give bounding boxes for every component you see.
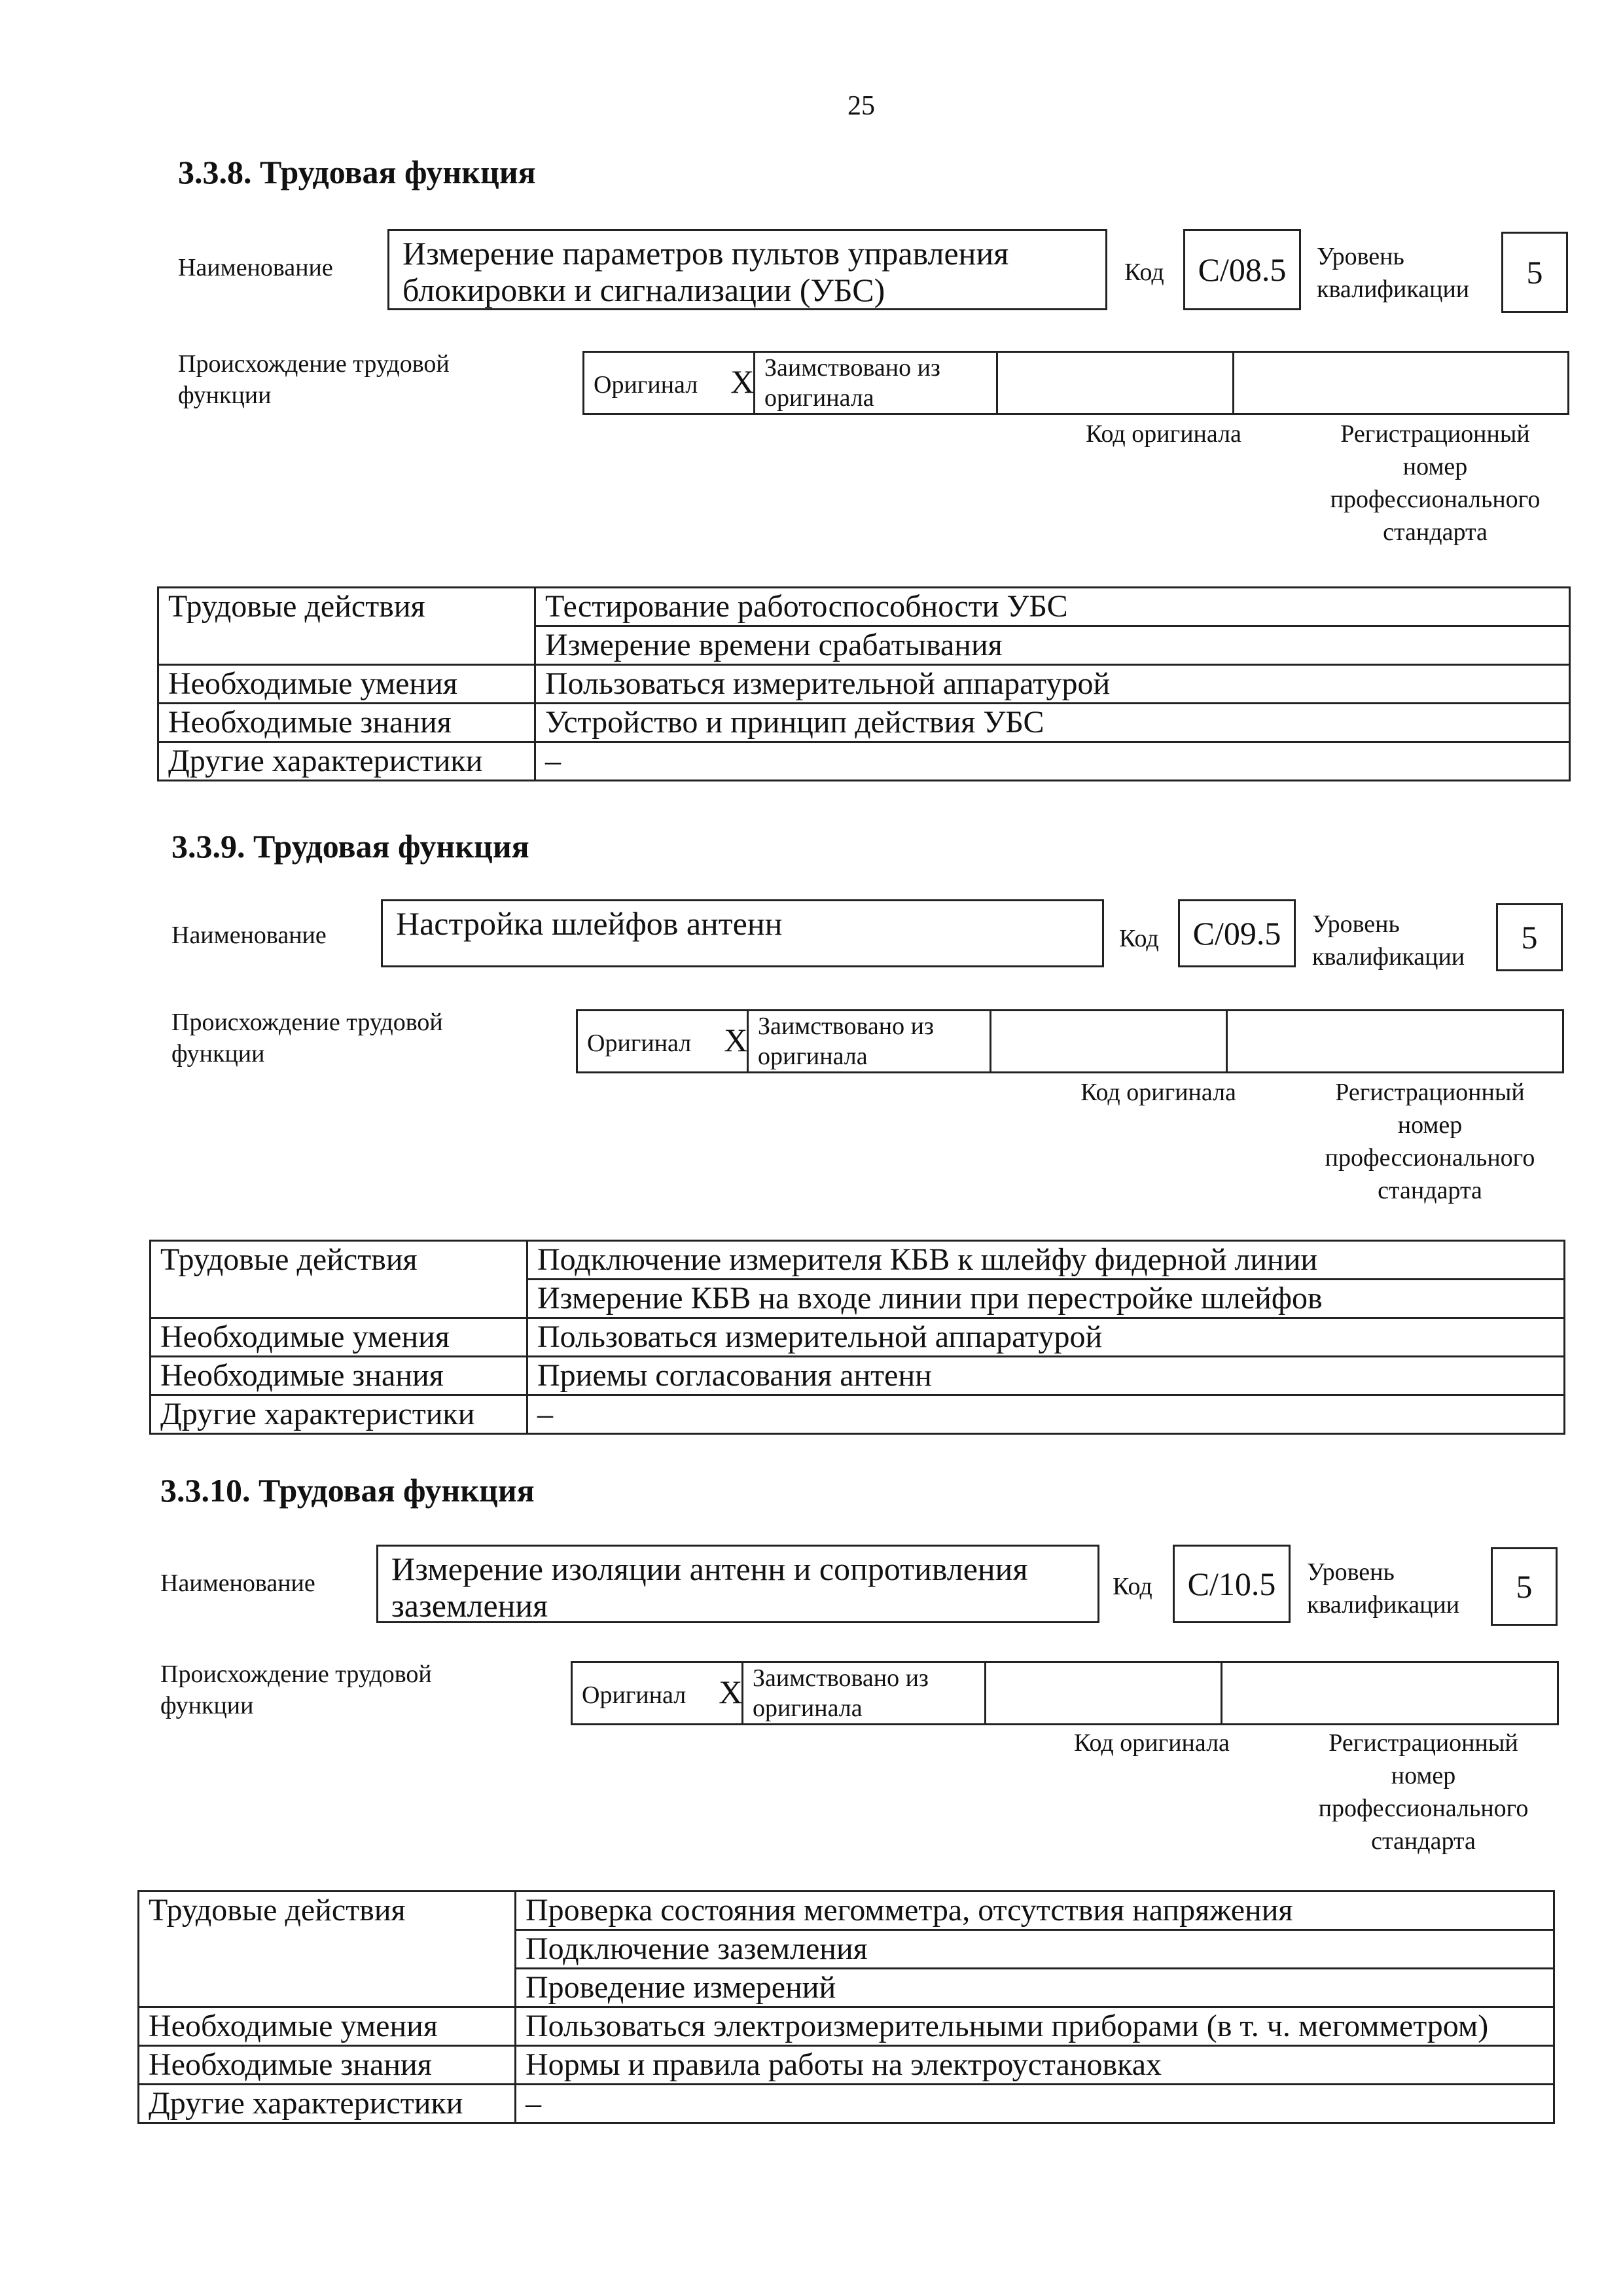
- origin-label-line2: функции: [160, 1692, 254, 1719]
- other-label: Другие характеристики: [139, 2085, 516, 2123]
- skills-value: Пользоваться измерительной аппаратурой: [535, 665, 1570, 704]
- actions-label: Трудовые действия: [158, 588, 535, 665]
- skills-label: Необходимые умения: [151, 1318, 527, 1357]
- reg-number-caption: Регистрационный номер профессионального стандарта: [1330, 420, 1541, 546]
- details-table: [149, 1240, 1565, 1435]
- level-label-line2: квалификации: [1312, 943, 1465, 971]
- other-value: –: [516, 2085, 1554, 2123]
- other-value: –: [535, 742, 1570, 781]
- knowledge-value: Устройство и принцип действия УБС: [535, 704, 1570, 742]
- level-label-line2: квалификации: [1317, 276, 1470, 303]
- details-table: [137, 1890, 1555, 2124]
- code-label: Код: [1124, 259, 1164, 286]
- origin-table: [582, 351, 1569, 415]
- original-code-cell: [991, 1011, 1227, 1073]
- action-item: Проведение измерений: [516, 1969, 1554, 2007]
- qualification-level-box: 5: [1491, 1547, 1558, 1626]
- reg-number-cell: [1222, 1662, 1558, 1725]
- original-cell: [584, 352, 755, 414]
- skills-value: Пользоваться электроизмерительными приборами (в т. ч. мегомметром): [516, 2007, 1554, 2046]
- other-value: –: [527, 1395, 1565, 1434]
- original-label: Оригинал: [594, 370, 698, 399]
- origin-table: [571, 1661, 1559, 1725]
- code-label: Код: [1113, 1573, 1152, 1600]
- borrowed-cell: Заимствовано из оригинала: [748, 1011, 991, 1073]
- action-item: Подключение заземления: [516, 1930, 1554, 1969]
- action-item: Проверка состояния мегомметра, отсутствия напряжения: [516, 1892, 1554, 1930]
- original-code-caption: Код оригинала: [1074, 1729, 1230, 1757]
- details-table: [157, 586, 1571, 781]
- action-item: Измерение времени срабатывания: [535, 626, 1570, 665]
- original-code-caption: Код оригинала: [1086, 420, 1241, 448]
- original-label: Оригинал: [582, 1681, 687, 1709]
- name-label: Наименование: [160, 1570, 315, 1597]
- section-title: 3.3.10. Трудовая функция: [160, 1472, 535, 1509]
- action-item: Подключение измерителя КБВ к шлейфу фидерной линии: [527, 1241, 1565, 1280]
- function-name-box: Измерение изоляции антенн и сопротивления заземления: [376, 1545, 1099, 1623]
- qualification-level-box: 5: [1501, 232, 1568, 313]
- original-mark: X: [719, 1673, 743, 1710]
- other-label: Другие характеристики: [151, 1395, 527, 1434]
- borrowed-cell: Заимствовано из оригинала: [755, 352, 997, 414]
- action-item: Тестирование работоспособности УБС: [535, 588, 1570, 626]
- level-label-line1: Уровень: [1312, 910, 1400, 938]
- function-name-box: Измерение параметров пультов управления блокировки и сигнализации (УБС): [387, 229, 1107, 310]
- origin-label-line2: функции: [171, 1040, 265, 1067]
- borrowed-cell: Заимствовано из оригинала: [743, 1662, 986, 1725]
- actions-label: Трудовые действия: [151, 1241, 527, 1318]
- other-label: Другие характеристики: [158, 742, 535, 781]
- original-code-cell: [997, 352, 1234, 414]
- name-label: Наименование: [171, 922, 327, 949]
- level-label-line1: Уровень: [1307, 1558, 1395, 1586]
- knowledge-label: Необходимые знания: [151, 1357, 527, 1395]
- page-number: 25: [847, 91, 875, 121]
- original-cell: [572, 1662, 743, 1725]
- origin-table: [576, 1009, 1564, 1073]
- function-name-box: Настройка шлейфов антенн: [381, 899, 1104, 967]
- function-code-box: C/09.5: [1178, 899, 1296, 967]
- qualification-level-box: 5: [1496, 903, 1563, 971]
- knowledge-value: Нормы и правила работы на электроустановках: [516, 2046, 1554, 2085]
- section-title: 3.3.9. Трудовая функция: [171, 828, 529, 865]
- skills-value: Пользоваться измерительной аппаратурой: [527, 1318, 1565, 1357]
- section-title: 3.3.8. Трудовая функция: [178, 154, 536, 190]
- level-label-line1: Уровень: [1317, 243, 1404, 270]
- function-code-box: C/08.5: [1183, 229, 1301, 310]
- reg-number-caption: Регистрационный номер профессионального стандарта: [1318, 1729, 1529, 1855]
- function-code-box: C/10.5: [1173, 1545, 1291, 1623]
- reg-number-cell: [1227, 1011, 1563, 1073]
- original-mark: X: [730, 363, 755, 400]
- origin-label-line1: Происхождение трудовой: [160, 1660, 432, 1688]
- origin-label-line1: Происхождение трудовой: [171, 1009, 443, 1036]
- original-mark: X: [724, 1021, 748, 1058]
- action-item: Измерение КБВ на входе линии при перестройке шлейфов: [527, 1280, 1565, 1318]
- knowledge-value: Приемы согласования антенн: [527, 1357, 1565, 1395]
- origin-label-line2: функции: [178, 382, 272, 409]
- origin-label-line1: Происхождение трудовой: [178, 350, 450, 378]
- original-label: Оригинал: [587, 1029, 692, 1057]
- reg-number-caption: Регистрационный номер профессионального стандарта: [1325, 1079, 1535, 1204]
- actions-label: Трудовые действия: [139, 1892, 516, 2007]
- reg-number-cell: [1234, 352, 1569, 414]
- name-label: Наименование: [178, 254, 333, 281]
- original-code-caption: Код оригинала: [1080, 1079, 1236, 1106]
- original-cell: [577, 1011, 748, 1073]
- skills-label: Необходимые умения: [139, 2007, 516, 2046]
- code-label: Код: [1119, 925, 1159, 952]
- skills-label: Необходимые умения: [158, 665, 535, 704]
- knowledge-label: Необходимые знания: [158, 704, 535, 742]
- knowledge-label: Необходимые знания: [139, 2046, 516, 2085]
- level-label-line2: квалификации: [1307, 1591, 1460, 1619]
- original-code-cell: [986, 1662, 1222, 1725]
